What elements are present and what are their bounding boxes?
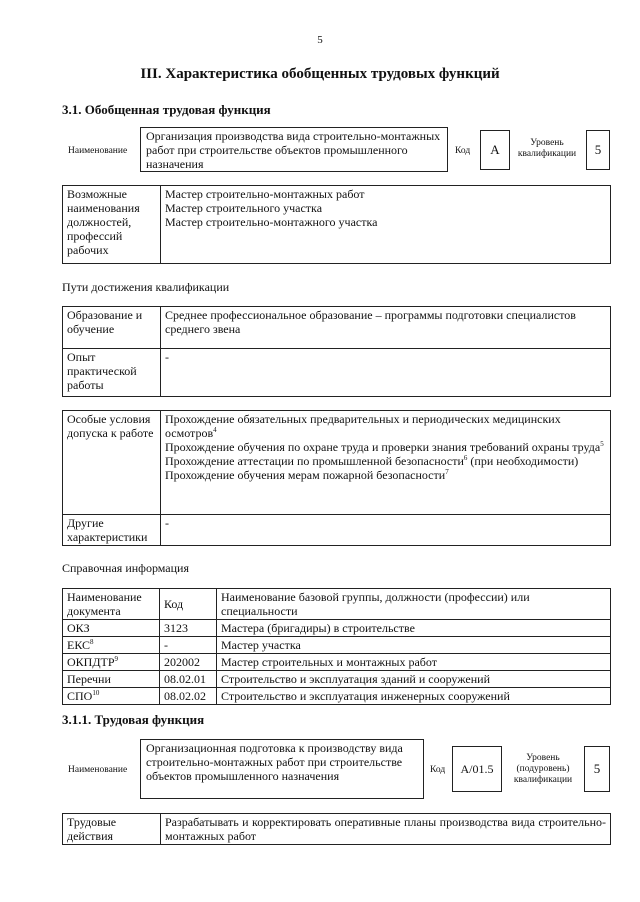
qual-paths-heading: Пути достижения квалификации bbox=[62, 280, 230, 294]
table-row: ОКЗ 3123 Мастера (бригадиры) в строительстве bbox=[63, 620, 611, 637]
page-number: 5 bbox=[317, 34, 323, 46]
gtf-heading: 3.1. Обобщенная трудовая функция bbox=[62, 102, 271, 117]
condition-item: Прохождение аттестации по промышленной безопасности$^6$ (при необходимости) bbox=[165, 454, 579, 468]
condition-item: Прохождение обучения по охране труда и проверки знания требований охраны труда$^5$ bbox=[165, 440, 604, 454]
tf-name-label: Наименование bbox=[68, 765, 128, 775]
condition-item: Прохождение обучения мерам пожарной безопасности$^7$ bbox=[165, 468, 449, 482]
reference-table bbox=[62, 588, 611, 705]
conditions-label: Особые условия допуска к работе bbox=[63, 411, 161, 515]
other-label: Другие характеристики bbox=[63, 515, 161, 546]
actions-label: Трудовые действия bbox=[63, 814, 161, 845]
positions-label: Возможные наименования должностей, профессий рабочих bbox=[63, 186, 161, 264]
experience-label: Опыт практической работы bbox=[63, 349, 161, 397]
education-label: Образование и обучение bbox=[63, 307, 161, 349]
experience-value: - bbox=[161, 349, 611, 397]
ref-header-doc: Наименование документа bbox=[63, 589, 160, 620]
ref-header-code: Код bbox=[160, 589, 217, 620]
conditions-table bbox=[62, 410, 611, 546]
gtf-level-value: 5 bbox=[586, 130, 610, 170]
actions-value: Разрабатывать и корректировать оперативные планы производства вида строительно-монтажных работ bbox=[161, 814, 611, 845]
position-item: Мастер строительного участка bbox=[165, 201, 323, 215]
other-value: - bbox=[161, 515, 611, 546]
ref-header-name: Наименование базовой группы, должности (профессии) или специальности bbox=[217, 589, 611, 620]
gtf-code-value: А bbox=[480, 130, 510, 170]
table-row: Перечни 08.02.01 Строительство и эксплуатация зданий и сооружений bbox=[63, 671, 611, 688]
gtf-name-label: Наименование bbox=[68, 146, 128, 156]
tf-name-value: Организационная подготовка к производству вида строительно-монтажных работ при строительстве объектов промышленного назначения bbox=[140, 739, 424, 799]
positions-list bbox=[161, 186, 611, 264]
actions-table bbox=[62, 813, 611, 845]
position-item: Мастер строительно-монтажного участка bbox=[165, 215, 378, 229]
table-row: ОКПДТР$^9$ 202002 Мастер строительных и монтажных работ bbox=[63, 654, 611, 671]
reference-heading: Справочная информация bbox=[62, 561, 189, 575]
education-value: Среднее профессиональное образование – программы подготовки специалистов среднего звена bbox=[161, 307, 611, 349]
tf-code-label: Код bbox=[430, 765, 446, 775]
tf-code-value: А/01.5 bbox=[452, 746, 502, 792]
tf-heading: 3.1.1. Трудовая функция bbox=[62, 712, 205, 727]
position-item: Мастер строительно-монтажных работ bbox=[165, 187, 365, 201]
table-row: ЕКС$^8$ - Мастер участка bbox=[63, 637, 611, 654]
gtf-name-value: Организация производства вида строительно-монтажных работ при строительстве объектов промышленного назначения bbox=[140, 127, 448, 172]
table-row: СПО$^{10}$ 08.02.02 Строительство и эксплуатация инженерных сооружений bbox=[63, 688, 611, 705]
section-title: III. Характеристика обобщенных трудовых функций bbox=[140, 66, 500, 82]
condition-item: Прохождение обязательных предварительных и периодических медицинских осмотров$^4$ bbox=[165, 412, 561, 440]
tf-level-value: 5 bbox=[584, 746, 610, 792]
conditions-list bbox=[161, 411, 611, 515]
positions-table bbox=[62, 185, 611, 264]
gtf-code-label: Код bbox=[455, 146, 471, 156]
gtf-level-label: Уровень квалификации bbox=[517, 138, 577, 159]
tf-level-label: Уровень (подуровень) квалификации bbox=[513, 753, 573, 785]
qual-paths-table bbox=[62, 306, 611, 397]
